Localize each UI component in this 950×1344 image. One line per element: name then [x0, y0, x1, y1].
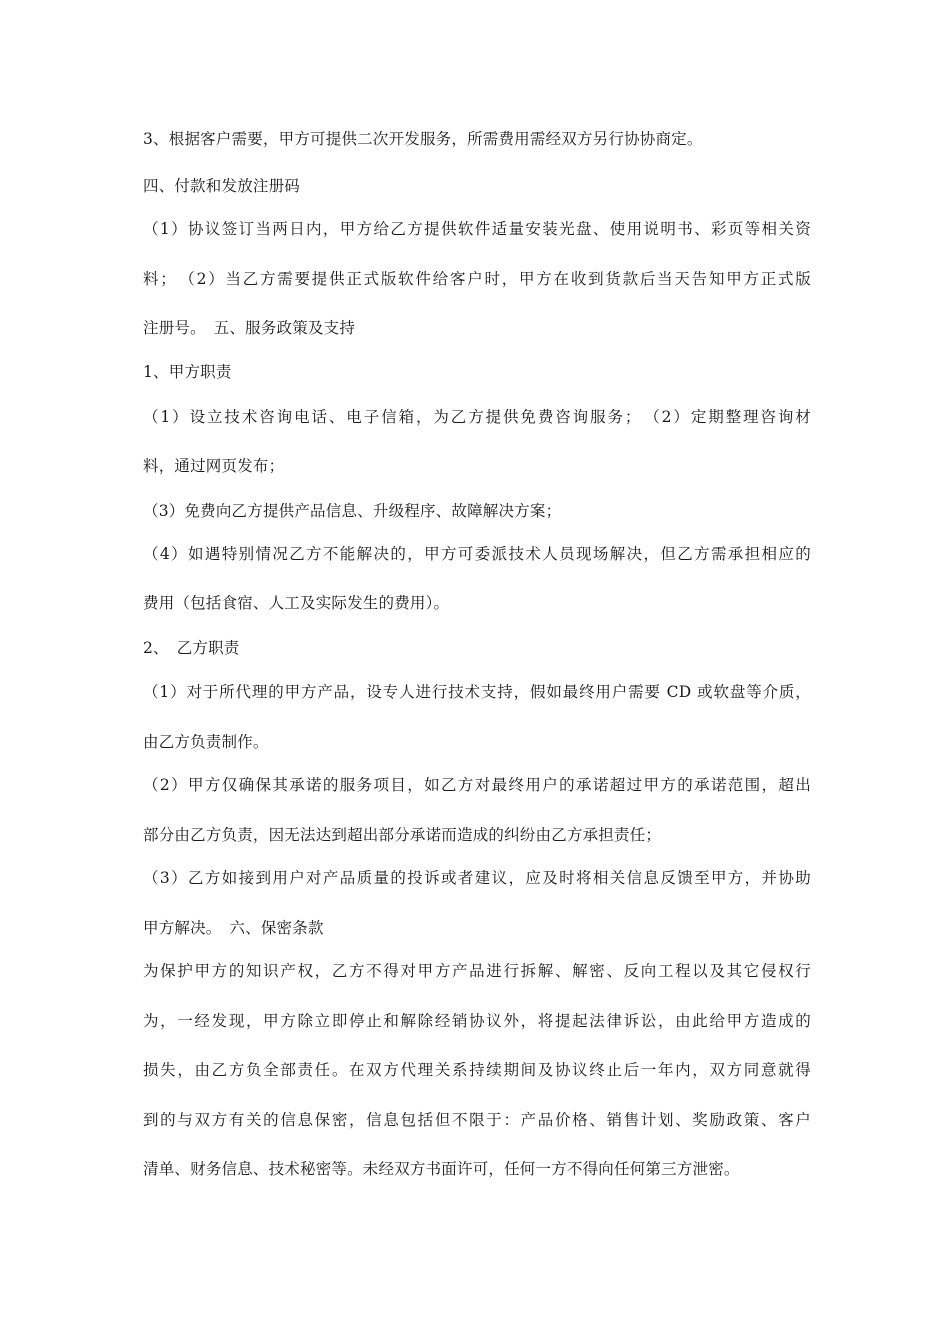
text-line-5: 注册号。 五、服务政策及支持 — [143, 319, 356, 337]
text-line-7: （1）设立技术咨询电话、电子信箱，为乙方提供免费咨询服务； （2）定期整理咨询材 — [143, 408, 811, 426]
text-line-13: （1）对于所代理的甲方产品，设专人进行技术支持，假如最终用户需要 CD 或软盘等介质， — [143, 683, 811, 701]
text-line-22: 到的与双方有关的信息保密，信息包括但不限于：产品价格、销售计划、奖励政策、客户 — [143, 1111, 811, 1129]
text-line-18: 甲方解决。 六、保密条款 — [143, 919, 324, 937]
subheading-party-a: 1、甲方职责 — [143, 363, 232, 381]
text-line-17: （3）乙方如接到用户对产品质量的投诉或者建议，应及时将相关信息反馈至甲方，并协助 — [143, 869, 811, 887]
text-line-16: 部分由乙方负责，因无法达到超出部分承诺而造成的纠纷由乙方承担责任； — [143, 826, 662, 844]
text-line-21: 损失，由乙方负全部责任。在双方代理关系持续期间及协议终止后一年内，双方同意就得 — [143, 1061, 811, 1079]
text-line-14: 由乙方负责制作。 — [143, 733, 269, 751]
text-line-9: （3）免费向乙方提供产品信息、升级程序、故障解决方案； — [143, 502, 562, 520]
text-line-15: （2）甲方仅确保其承诺的服务项目，如乙方对最终用户的承诺超过甲方的承诺范围，超出 — [143, 776, 811, 794]
section-heading-4: 四、付款和发放注册码 — [143, 177, 301, 195]
text-line-11: 费用（包括食宿、人工及实际发生的费用）。 — [143, 594, 450, 612]
text-line-23: 清单、财务信息、技术秘密等。未经双方书面许可，任何一方不得向任何第三方泄密。 — [143, 1160, 740, 1178]
subheading-party-b: 2、 乙方职责 — [143, 639, 240, 657]
text-line-20: 为，一经发现，甲方除立即停止和解除经销协议外，将提起法律诉讼，由此给甲方造成的 — [143, 1012, 811, 1030]
text-line-10: （4）如遇特别情况乙方不能解决的，甲方可委派技术人员现场解决，但乙方需承担相应的 — [143, 545, 811, 563]
text-line-19: 为保护甲方的知识产权，乙方不得对甲方产品进行拆解、解密、反向工程以及其它侵权行 — [143, 962, 811, 980]
text-line-1: 3、根据客户需要，甲方可提供二次开发服务，所需费用需经双方另行协协商定。 — [143, 130, 703, 148]
text-line-3: （1）协议签订当两日内，甲方给乙方提供软件适量安装光盘、使用说明书、彩页等相关资 — [143, 220, 811, 238]
text-line-8: 料，通过网页发布； — [143, 457, 285, 475]
text-line-4: 料； （2）当乙方需要提供正式版软件给客户时，甲方在收到货款后当天告知甲方正式版 — [143, 270, 811, 288]
